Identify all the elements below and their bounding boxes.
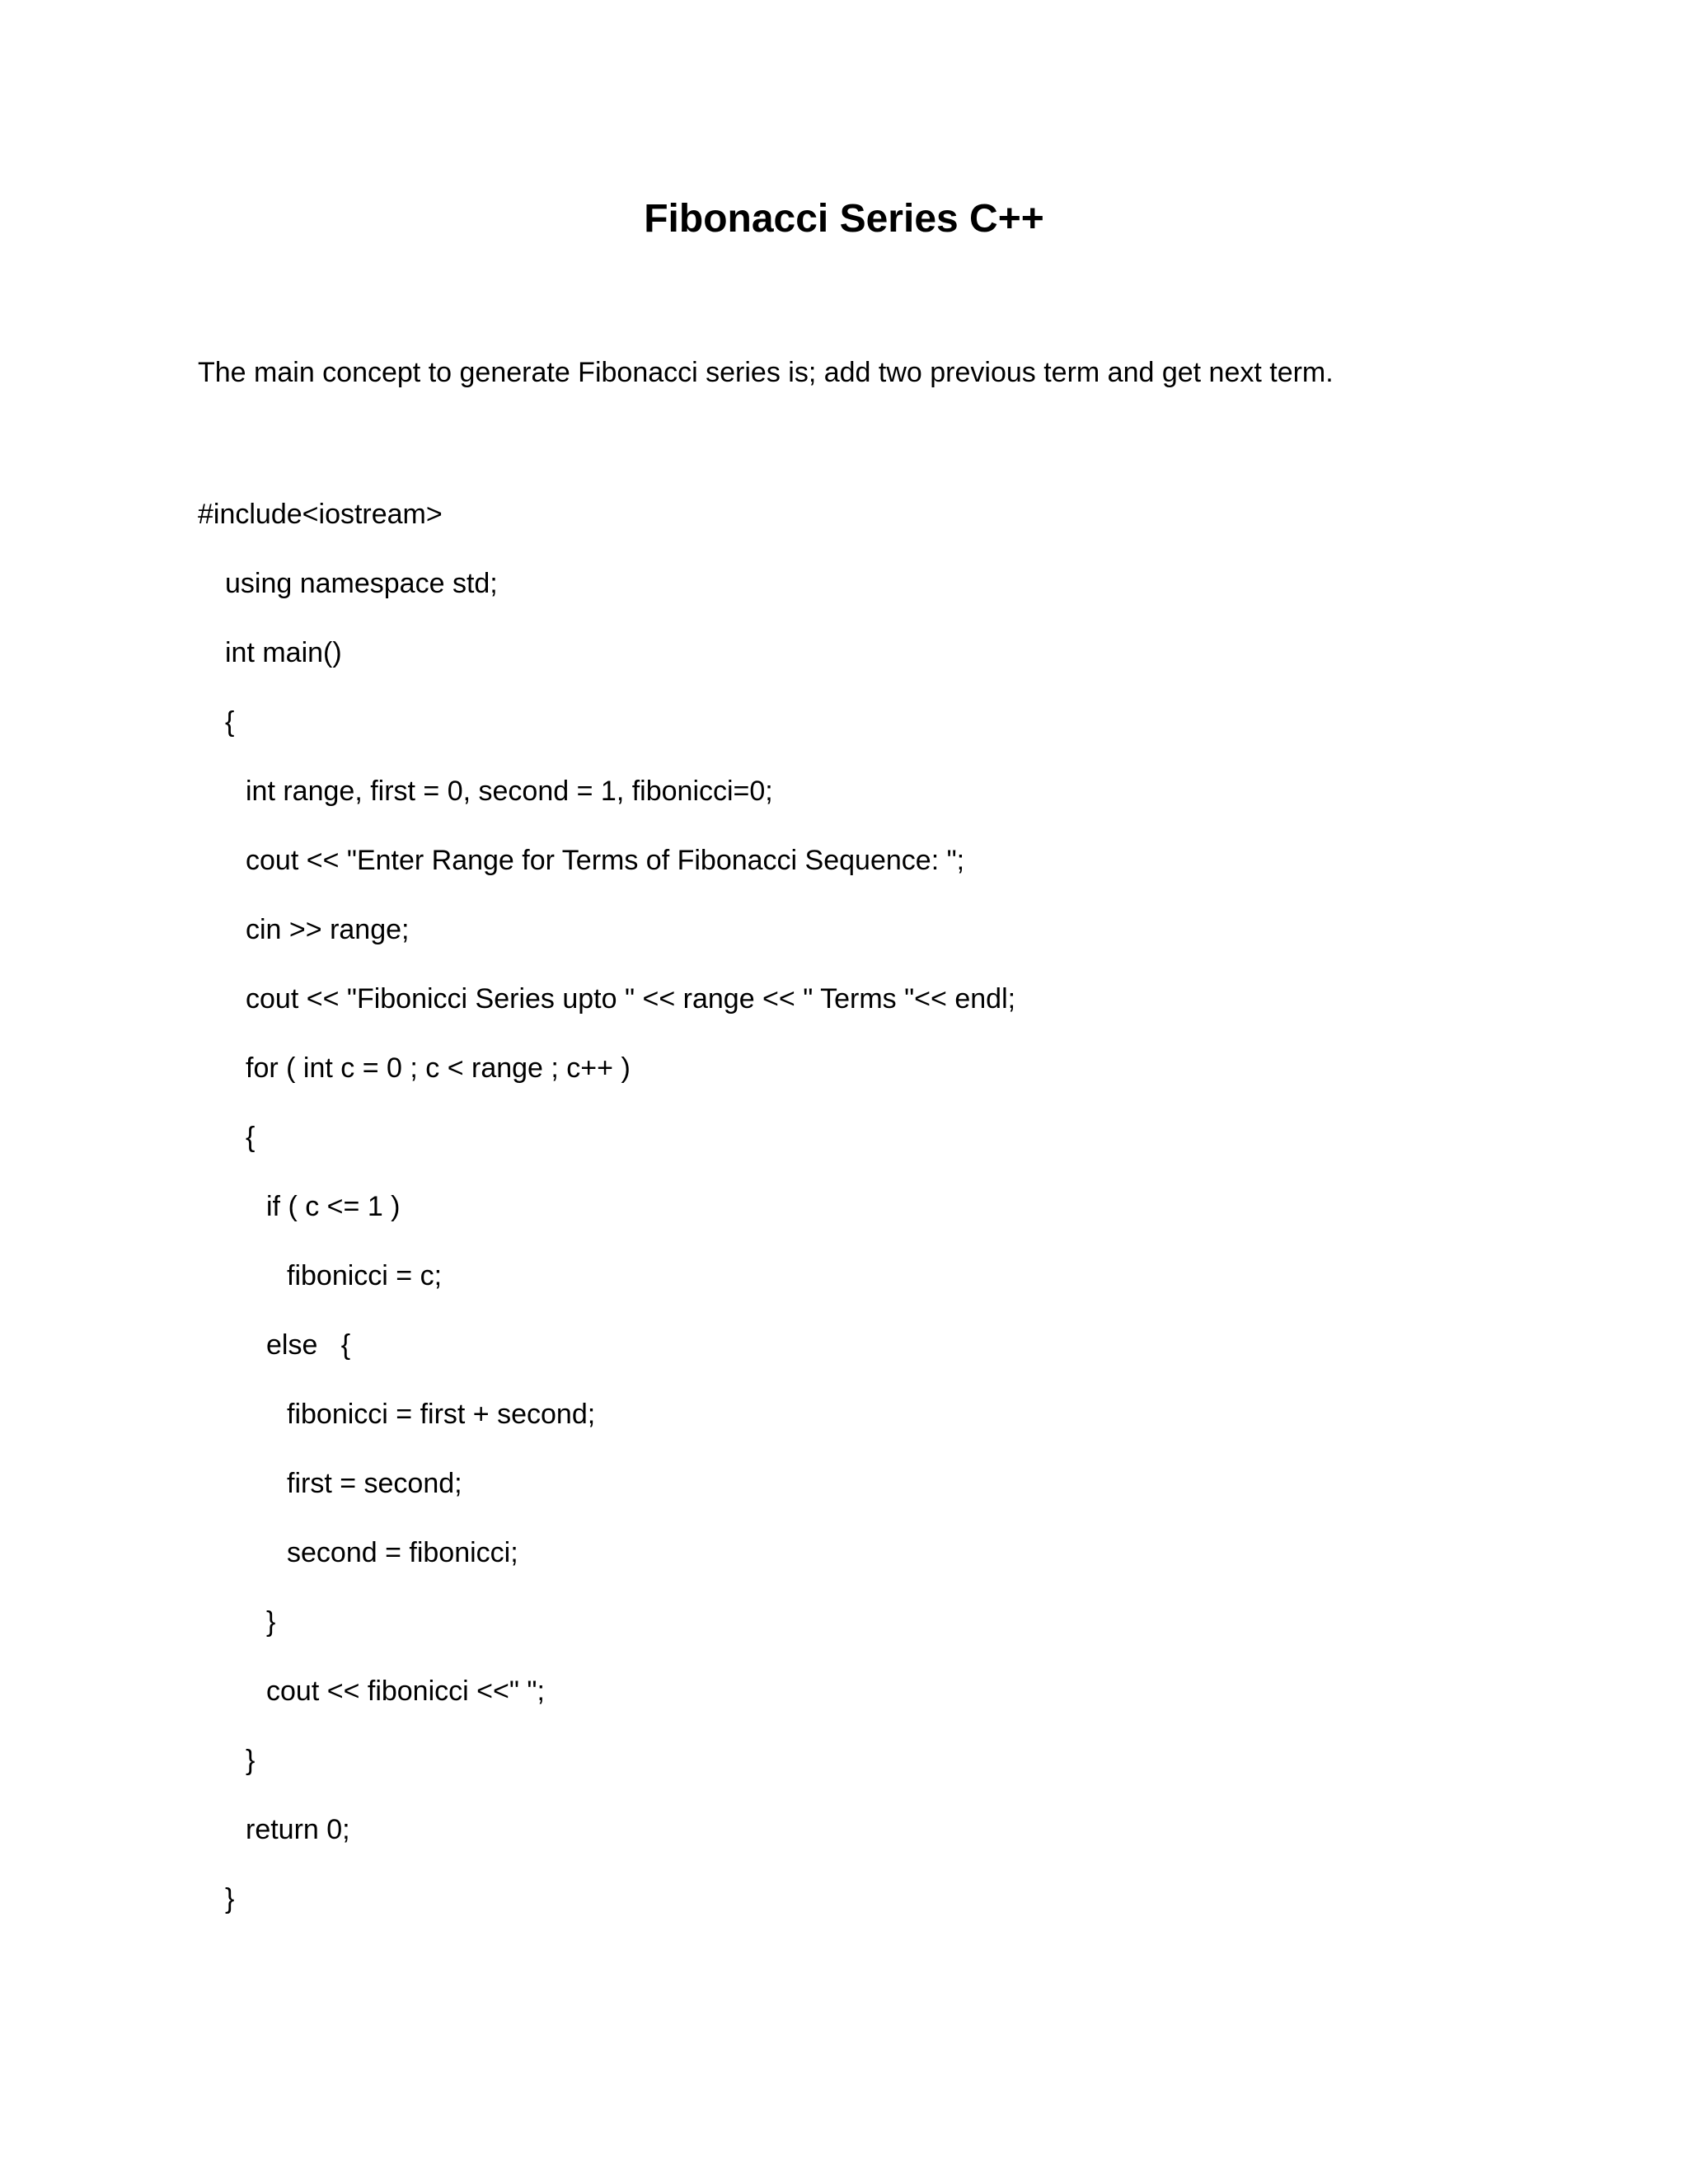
code-line: cin >> range; [246,914,410,945]
code-line: int main() [225,637,342,668]
code-line: fibonicci = first + second; [287,1399,596,1430]
code-line: return 0; [246,1814,350,1845]
code-line: cout << "Fibonicci Series upto " << range << " Terms "<< endl; [246,983,1016,1015]
intro-paragraph: The main concept to generate Fibonacci series is; add two previous term and get next term. [198,357,1334,388]
code-line: for ( int c = 0 ; c < range ; c++ ) [246,1052,631,1084]
code-line: } [246,1745,256,1776]
code-line: int range, first = 0, second = 1, fibonicci=0; [246,776,773,807]
code-line: else { [266,1329,351,1361]
code-line: cout << fibonicci <<" "; [266,1675,545,1707]
code-line: #include<iostream> [198,499,443,530]
code-line: } [225,1883,235,1915]
code-line: fibonicci = c; [287,1260,443,1291]
code-line: if ( c <= 1 ) [266,1191,401,1222]
code-line: using namespace std; [225,568,498,599]
code-line: { [225,706,235,738]
code-line: } [266,1606,276,1638]
code-line: { [246,1122,256,1153]
code-line: cout << "Enter Range for Terms of Fibonacci Sequence: "; [246,845,965,876]
code-line: second = fibonicci; [287,1537,518,1568]
code-line: first = second; [287,1468,462,1499]
page-title: Fibonacci Series C++ [644,197,1044,241]
